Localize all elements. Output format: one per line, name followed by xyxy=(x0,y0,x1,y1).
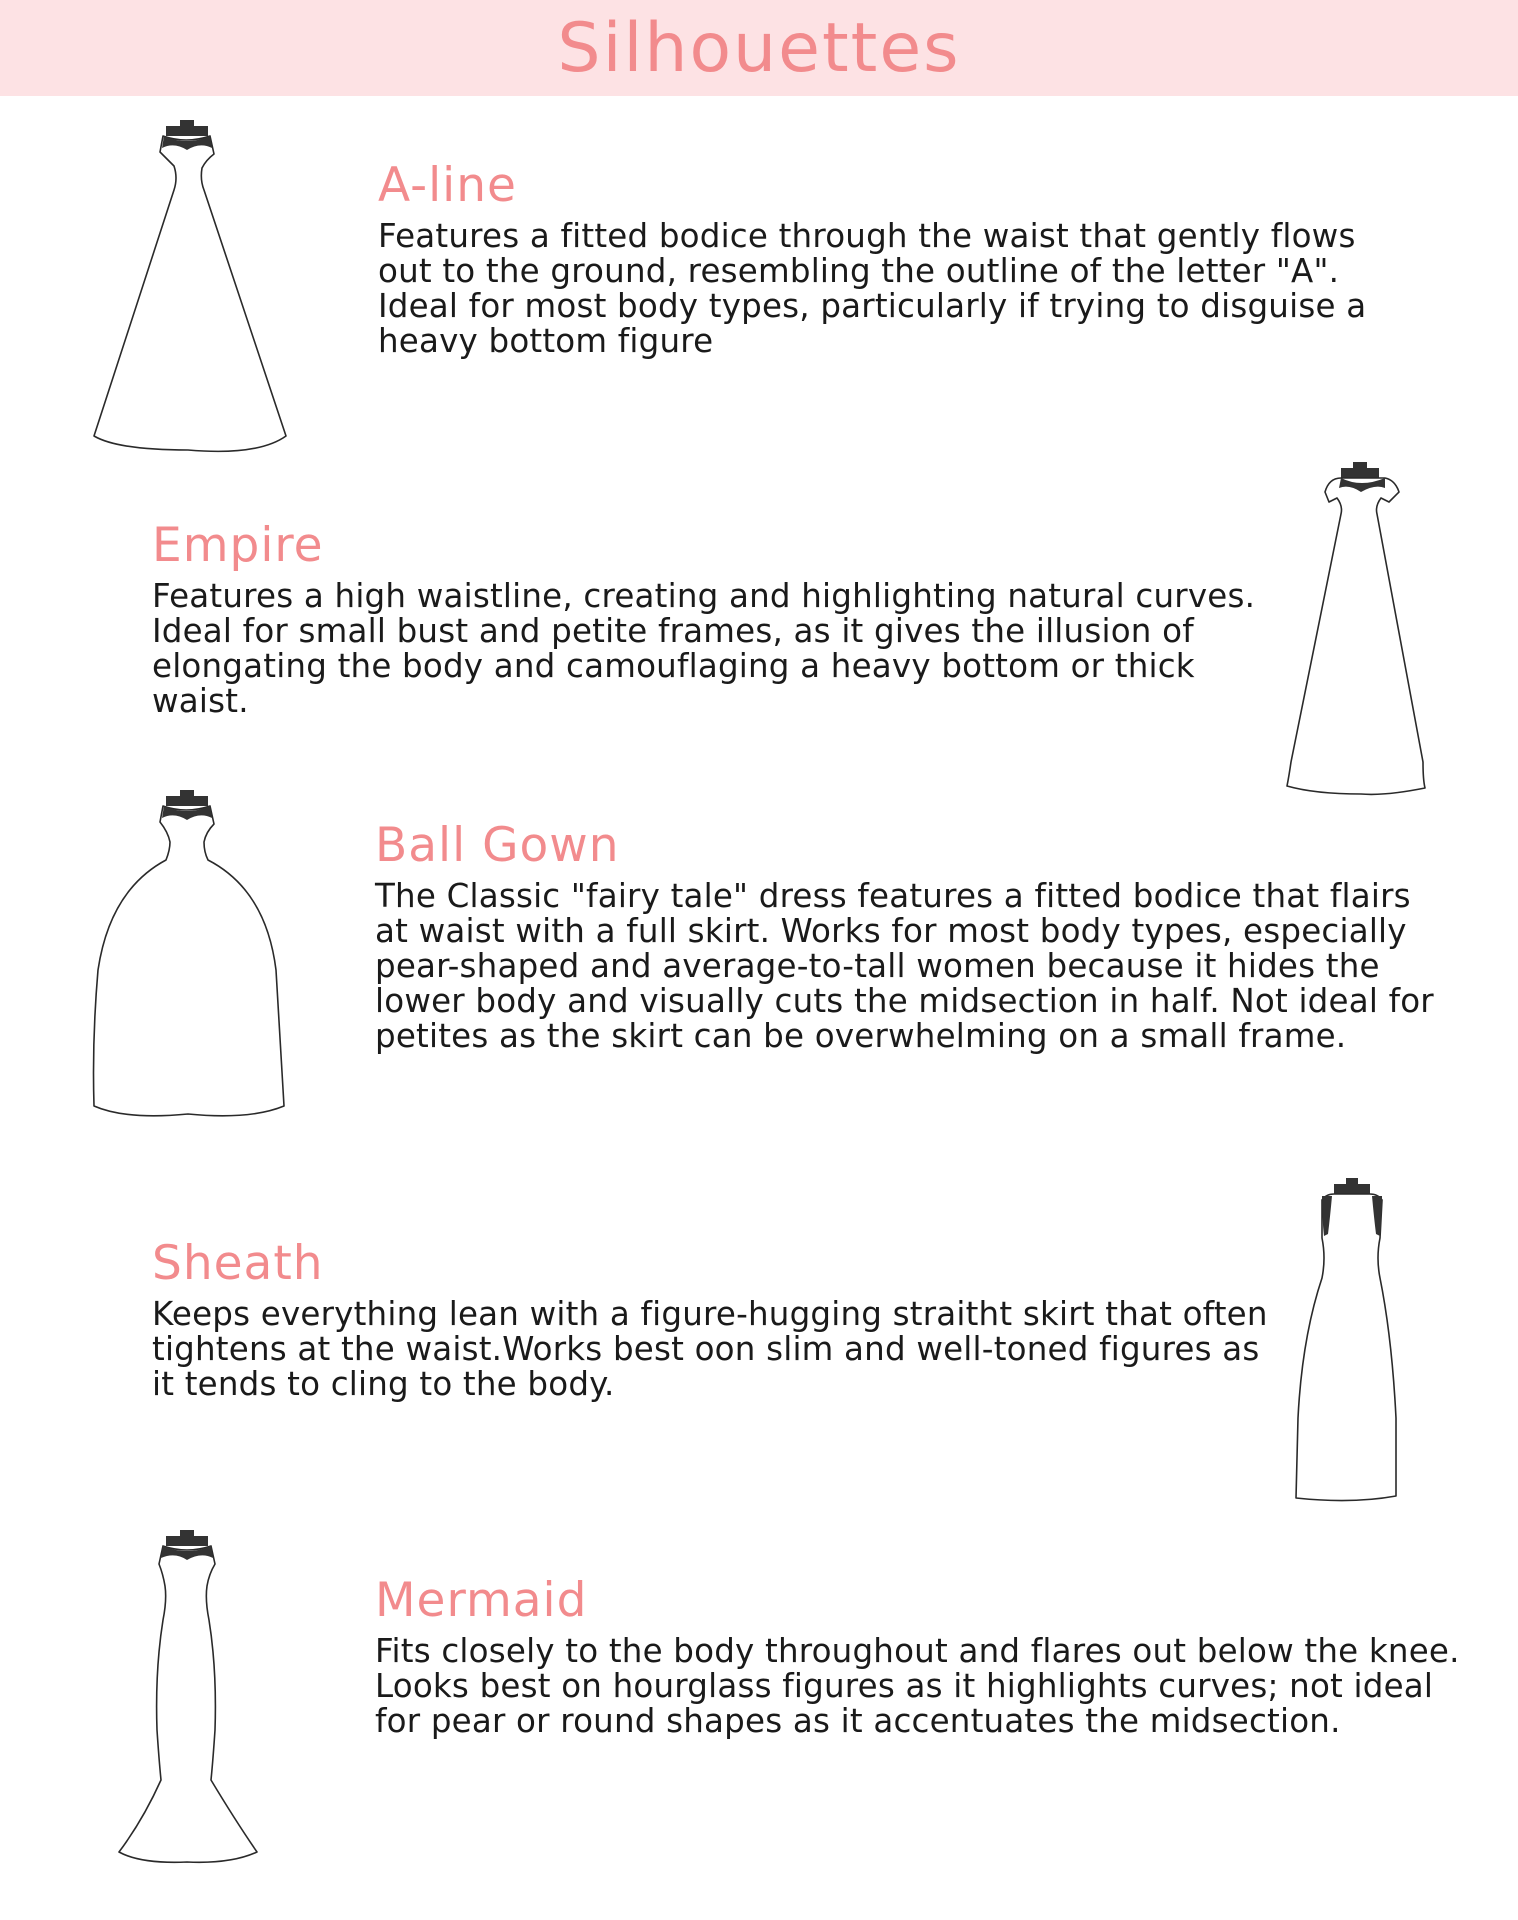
section-title: Sheath xyxy=(152,1236,324,1291)
section-description: Features a fitted bodice through the waist that gently flows out to the ground, resembling the outline of the letter "A". Ideal for most body types, particularly if trying to disguise a heavy bottom figure xyxy=(378,217,1367,360)
section-title: Ball Gown xyxy=(375,818,620,873)
section-description: The Classic "fairy tale" dress features a fitted bodice that flairs at waist with a full skirt. Works for most body types, especially pear-shaped and average-to-tall women because it hides the lower body and visually cuts the midsection in half. Not ideal for petites as the skirt can be overwhelming on a small frame. xyxy=(375,877,1434,1055)
section-description: Features a high waistline, creating and highlighting natural curves. Ideal for small bust and petite frames, as it gives the illusion of elongating the body and camouflaging a heavy bottom or thick waist. xyxy=(152,577,1256,720)
section-description: Fits closely to the body throughout and flares out below the knee. Looks best on hourglass figures as it highlights curves; not ideal for pear or round shapes as it accentuates the midsection. xyxy=(375,1632,1460,1740)
mermaid-dress-icon xyxy=(115,1530,265,1870)
section-description: Keeps everything lean with a figure-hugging straitht skirt that often tightens at the waist.Works best oon slim and well-toned figures as it tends to cling to the body. xyxy=(152,1295,1268,1403)
ball-gown-dress-icon xyxy=(90,790,290,1120)
title-banner xyxy=(0,0,1518,96)
empire-dress-icon xyxy=(1285,462,1435,792)
section-title: Mermaid xyxy=(375,1573,588,1628)
section-title: Empire xyxy=(152,518,324,573)
section-title: A-line xyxy=(378,158,517,213)
sheath-dress-icon xyxy=(1292,1178,1412,1508)
section-mermaid xyxy=(375,1573,1485,1739)
section-sheath xyxy=(152,1236,1282,1402)
section-ball-gown xyxy=(375,818,1435,1054)
page-title: Silhouettes xyxy=(557,8,961,88)
section-a-line xyxy=(378,158,1398,359)
a-line-dress-icon xyxy=(90,120,290,450)
section-empire xyxy=(152,518,1262,719)
